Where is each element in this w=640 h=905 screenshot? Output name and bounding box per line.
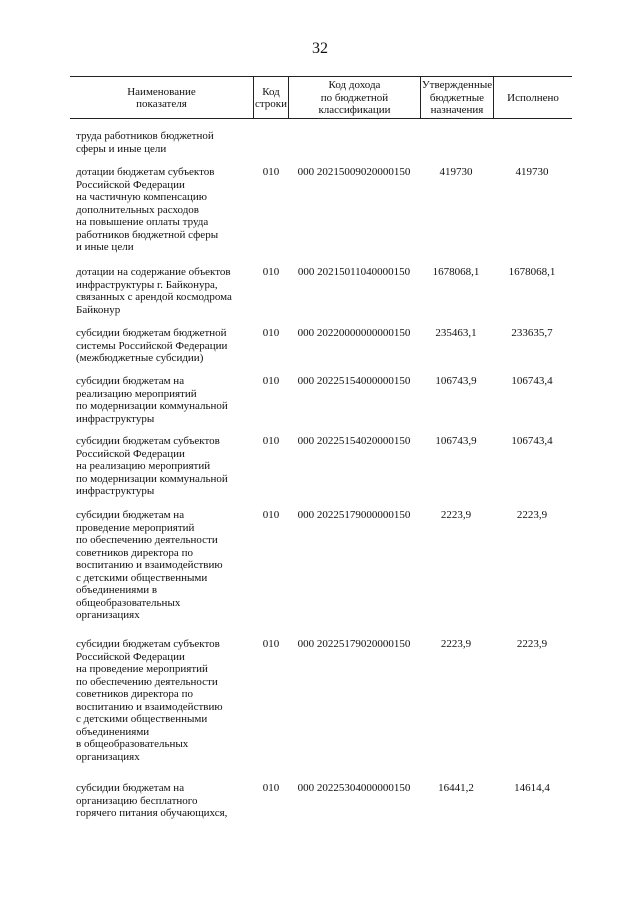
row-approved: 106743,9 (435, 435, 477, 447)
row-income-code: 000 20215009020000150 (297, 166, 411, 178)
row-name: труда работников бюджетной сферы и иные цели (76, 130, 214, 155)
row-name: дотации бюджетам субъектов Российской Федерации на частичную компенсацию дополнительных расходов на повышение оплаты труда работников бюджетной сферы и иные цели (76, 166, 219, 253)
row-name: субсидии бюджетам на реализацию мероприятий по модернизации коммунальной инфраструктуры (76, 375, 228, 425)
row-approved: 2223,9 (440, 638, 472, 650)
row-approved: 235463,1 (435, 327, 477, 339)
row-code: 010 (262, 509, 280, 521)
row-income-code: 000 20220000000000150 (297, 327, 411, 339)
row-approved: 2223,9 (440, 509, 472, 521)
row-executed: 14614,4 (514, 782, 550, 794)
header-approved: Утвержденные бюджетные назначения (421, 79, 493, 117)
row-income-code: 000 20225179000000150 (297, 509, 411, 521)
header-name: Наименование показателя (127, 85, 196, 110)
row-income-code: 000 20225179020000150 (297, 638, 411, 650)
row-income-code: 000 20225304000000150 (297, 782, 411, 794)
row-code: 010 (262, 166, 280, 178)
row-code: 010 (262, 375, 280, 387)
row-name: субсидии бюджетам субъектов Российской Федерации на проведение мероприятий по обеспечению деятельности советников директора по воспитанию и взаимодействию с детскими общественными объединениями в общеобразовательных организациях (76, 638, 223, 763)
row-name: субсидии бюджетам субъектов Российской Федерации на реализацию мероприятий по модернизации коммунальной инфраструктуры (76, 435, 228, 497)
row-code: 010 (262, 266, 280, 278)
row-income-code: 000 20225154020000150 (297, 435, 411, 447)
row-code: 010 (262, 435, 280, 447)
row-executed: 1678068,1 (508, 266, 556, 278)
row-approved: 106743,9 (435, 375, 477, 387)
row-name: дотации на содержание объектов инфраструктуры г. Байконура, связанных с арендой космодрома Байконур (76, 266, 232, 316)
row-name: субсидии бюджетам на проведение мероприятий по обеспечению деятельности советников директора по воспитанию и взаимодействию с детскими общественными объединениями в общеобразовательных организациях (76, 509, 223, 621)
page-number: 32 (312, 40, 328, 57)
row-code: 010 (262, 327, 280, 339)
row-executed: 233635,7 (511, 327, 553, 339)
row-code: 010 (262, 638, 280, 650)
header-executed: Исполнено (507, 91, 559, 104)
row-approved: 16441,2 (438, 782, 474, 794)
row-executed: 2223,9 (516, 638, 548, 650)
row-code: 010 (262, 782, 280, 794)
row-approved: 1678068,1 (432, 266, 480, 278)
row-executed: 2223,9 (516, 509, 548, 521)
row-approved: 419730 (439, 166, 473, 178)
header-income-code: Код дохода по бюджетной классификации (318, 79, 391, 117)
row-name: субсидии бюджетам бюджетной системы Российской Федерации (межбюджетные субсидии) (76, 327, 228, 364)
row-executed: 106743,4 (511, 435, 553, 447)
row-executed: 419730 (515, 166, 549, 178)
row-income-code: 000 20215011040000150 (297, 266, 411, 278)
row-income-code: 000 20225154000000150 (297, 375, 411, 387)
row-name: субсидии бюджетам на организацию бесплатного горячего питания обучающихся, (76, 782, 228, 819)
header-code: Код строки (254, 85, 288, 110)
row-executed: 106743,4 (511, 375, 553, 387)
